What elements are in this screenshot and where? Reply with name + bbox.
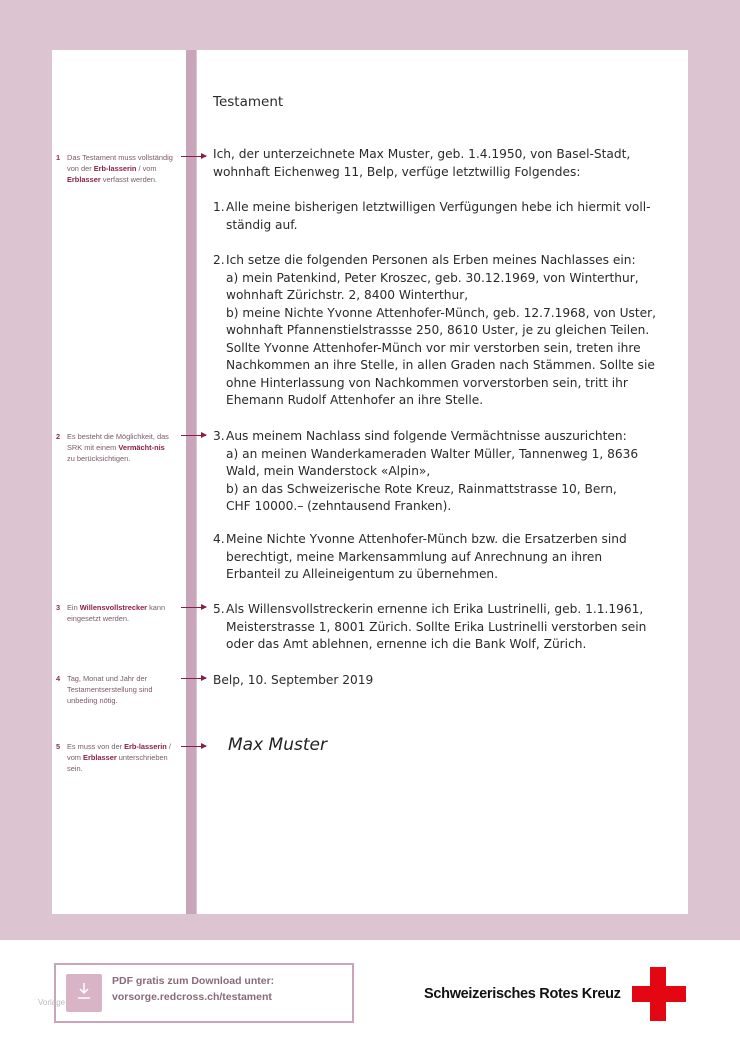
clause-line: Sollte Yvonne Attenhofer-Münch vor mir verstorben sein, treten ihre [226,340,641,355]
note-fragment: kann eingesetzt werden. [67,603,166,623]
clause-line: b) meine Nichte Yvonne Attenhofer-Münch, geb. 12.7.1968, von Uster, [226,305,657,320]
margin-note-3 [56,602,174,624]
pointer-arrow-icon [181,607,206,608]
clause-line: Nachkommen an ihre Stelle, in allen Graden nach Stämmen. Sollte sie [226,358,655,372]
clause-line: berechtigt, meine Markensammlung auf Anrechnung an ihren [226,549,603,564]
clause-line: Meisterstrasse 1, 8001 Zürich. Sollte Erika Lustrinelli verstorben sein [226,619,647,634]
note-number: 2 [56,432,61,441]
clause-line: Wald, mein Wanderstock «Alpin», [226,464,431,478]
clause-line: CHF 10000.– (zehntausend Franken). [226,499,452,513]
clause-number: 2. [213,253,225,267]
note-number: 3 [56,603,61,612]
clause-number: 3. [213,429,225,443]
clause-line: oder das Amt ablehnen, ernenne ich die Bank Wolf, Zürich. [226,637,587,651]
note-text [67,152,174,185]
divider-strip [186,50,196,914]
clause-5 [213,601,683,654]
clause-line: a) mein Patenkind, Peter Kroszec, geb. 30.12.1969, von Winterthur, [226,270,639,285]
clause-line: wohnhaft Zürichstr. 2, 8400 Winterthur, [226,288,469,302]
clause-line: Alle meine bisherigen letztwilligen Verfügungen hebe ich hiermit voll- [226,200,651,214]
clause-line: Ich setze die folgenden Personen als Erben meines Nachlasses ein: [226,253,636,267]
note-number: 1 [56,153,61,162]
margin-note-5 [56,741,174,774]
clause-number: 5. [213,602,225,616]
note-emphasis: Erb-lasserin [93,164,137,173]
note-fragment: verfasst werden. [100,175,157,184]
clause-line: Meine Nichte Yvonne Attenhofer-Münch bzw. die Ersatzerben sind [226,532,627,546]
note-fragment: Tag, Monat und Jahr der Testamentserstellung sind unbeding nötig. [67,674,153,705]
note-fragment: Es besteht die Möglichkeit, das SRK mit einem [67,432,169,452]
clause-line: Erbanteil zu Alleineigentum zu übernehmen. [226,567,499,581]
clause-line: ohne Hinterlassung von Nachkommen vorverstorben sein, tritt ihr [226,375,628,390]
clause-number: 4. [213,532,225,546]
pointer-arrow-icon [181,435,206,436]
note-emphasis: Erb-lasserin [124,742,167,751]
clause-line: Als Willensvollstreckerin ernenne ich Erika Lustrinelli, geb. 1.1.1961, [226,602,644,616]
pointer-arrow-icon [181,678,206,679]
download-arrow-icon [77,982,91,1000]
note-number: 5 [56,742,61,751]
clause-3 [213,428,683,516]
signature: Max Muster [228,735,327,755]
download-link[interactable]: vorsorge.redcross.ch/testament [112,991,272,1003]
note-fragment: Das Testament muss vollständig von der [67,153,173,173]
note-emphasis: Willensvollstrecker [79,603,148,612]
note-fragment: / vom [67,742,171,762]
note-number: 4 [56,674,61,683]
pointer-arrow-icon [181,746,206,747]
note-text [67,741,174,774]
clause-line: Ehemann Rudolf Attenhofer an ihre Stelle. [226,393,484,407]
clause-number: 1. [213,200,225,214]
note-text [67,431,174,464]
vorlage-label: Vorlage [38,998,66,1007]
note-text [67,673,174,706]
note-fragment: unterschrieben sein. [67,753,168,773]
clause-line: wohnhaft Pfannenstielstrassse 250, 8610 Uster, je zu gleichen Teilen. [226,323,650,337]
clause-1 [213,199,683,234]
clause-2 [213,252,683,410]
download-line-1: PDF gratis zum Download unter: [112,975,275,987]
note-emphasis: Erblasser [83,753,117,762]
note-fragment: Ein [67,603,80,612]
note-fragment: / vom [136,164,157,173]
download-text[interactable] [112,973,274,1005]
clause-line: b) an das Schweizerische Rote Kreuz, Rainmattstrasse 10, Bern, [226,481,617,496]
margin-note-2 [56,431,174,464]
note-fragment: zu berücksichtigen. [67,454,131,463]
clause-4 [213,531,683,584]
note-text [67,602,174,624]
note-emphasis: Vermächt-nis [118,443,165,452]
note-fragment: Es muss von der [67,742,125,751]
pointer-arrow-icon [181,156,206,157]
document-title: Testament [213,94,284,110]
organization-name: Schweizerisches Rotes Kreuz [424,986,621,1002]
clause-line: ständig auf. [226,217,298,232]
margin-note-4 [56,673,174,706]
note-emphasis: Erblasser [67,175,101,184]
intro-paragraph: Ich, der unterzeichnete Max Muster, geb. 1.4.1950, von Basel-Stadt, wohnhaft Eichenweg 11, Belp, verfüge letztwillig Folgendes: [213,147,631,179]
margin-note-1 [56,152,174,185]
red-cross-logo-bar [632,986,686,1002]
clause-line: a) an meinen Wanderkameraden Walter Müller, Tannenweg 1, 8636 [226,446,639,461]
clause-line: Aus meinem Nachlass sind folgende Vermächtnisse auszurichten: [226,429,627,443]
place-date: Belp, 10. September 2019 [213,673,374,687]
